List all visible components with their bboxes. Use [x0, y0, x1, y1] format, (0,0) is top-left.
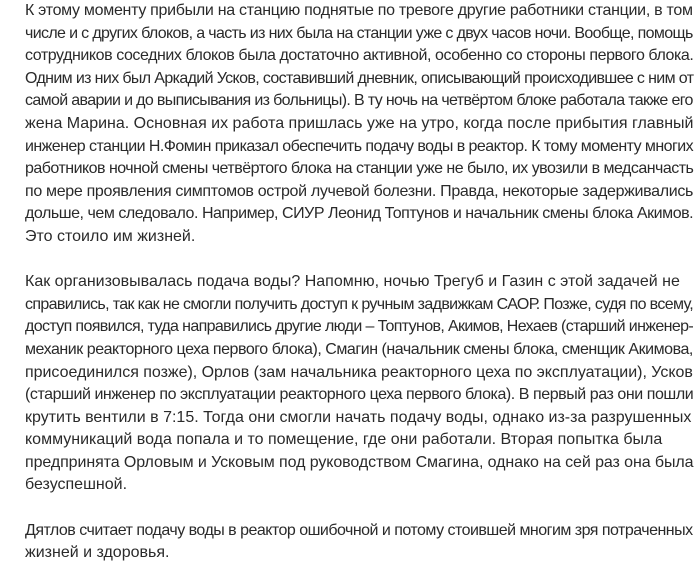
text-line: инженер станции Н.Фомин приказал обеспечить подачу воды в реактор. К тому моменту многих [25, 137, 694, 155]
text-line: Как организовывалась подача воды? Напомню, ночью Трегуб и Газин с этой задачей не [25, 273, 680, 291]
text-line: дольше, чем следовало. Например, СИУР Леонид Топтунов и начальник смены блока Акимов. [25, 205, 694, 223]
text-line: крутить вентили в 7:15. Тогда они смогли начать подачу воды, однако из-за разрушенных [25, 408, 692, 426]
text-line: предпринята Орловым и Усковым под руководством Смагина, однако на сей раз она была [25, 453, 694, 471]
text-line: жена Марина. Основная их работа пришлась уже на утро, когда после прибытия главный [25, 114, 694, 132]
paragraph-3 [25, 520, 695, 565]
text-line: самой аварии и до выписывания из больницы). В ту ночь на четвёртом блоке работала также его [25, 92, 693, 110]
text-line: Это стоило им жизней. [25, 227, 196, 245]
text-line: доступ появился, туда направились другие люди – Топтунов, Акимов, Нехаев (старший инженер- [25, 318, 694, 336]
text-line: Одним из них был Аркадий Усков, составивший дневник, описывающий происходившее с ним от [25, 69, 694, 87]
article-body [25, 0, 695, 565]
paragraph-1 [25, 0, 695, 249]
text-line: работников ночной смены четвёртого блока на станции уже не было, их увозили в медсанчасть [25, 160, 694, 178]
text-line: (старший инженер по эксплуатации реакторного цеха первого блока). В первый раз они пошли [25, 386, 694, 404]
text-line: К этому моменту прибыли на станцию поднятые по тревоге другие работники станции, в том [25, 2, 693, 19]
text-line: жизней и здоровья. [25, 544, 170, 562]
text-line: безуспешной. [25, 476, 128, 494]
text-line: по мере проявления симптомов острой лучевой болезни. Правда, некоторые задерживались [25, 182, 694, 200]
text-line: числе и с других блоков, а часть из них была на станции уже с двух часов ночи. Вообще, помощь [25, 24, 693, 42]
paragraph-2 [25, 271, 695, 497]
text-line: справились, так как не смогли получить доступ к ручным задвижкам САОР. Позже, судя по всему, [25, 295, 694, 313]
text-line: Дятлов считает подачу воды в реактор ошибочной и потому стоившей многим зря потраченных [25, 521, 693, 539]
text-line: сотрудников соседних блоков была достаточно активной, особенно со стороны первого блока. [25, 47, 694, 65]
text-line: коммуникаций вода попала и то помещение, где они работали. Вторая попытка была [25, 431, 663, 449]
text-line: присоединился позже), Орлов (зам начальника реакторного цеха по эксплуатации), Усков [25, 363, 693, 381]
text-line: механик реакторного цеха первого блока), Смагин (начальник смены блока, сменщик Акимова, [25, 340, 693, 358]
